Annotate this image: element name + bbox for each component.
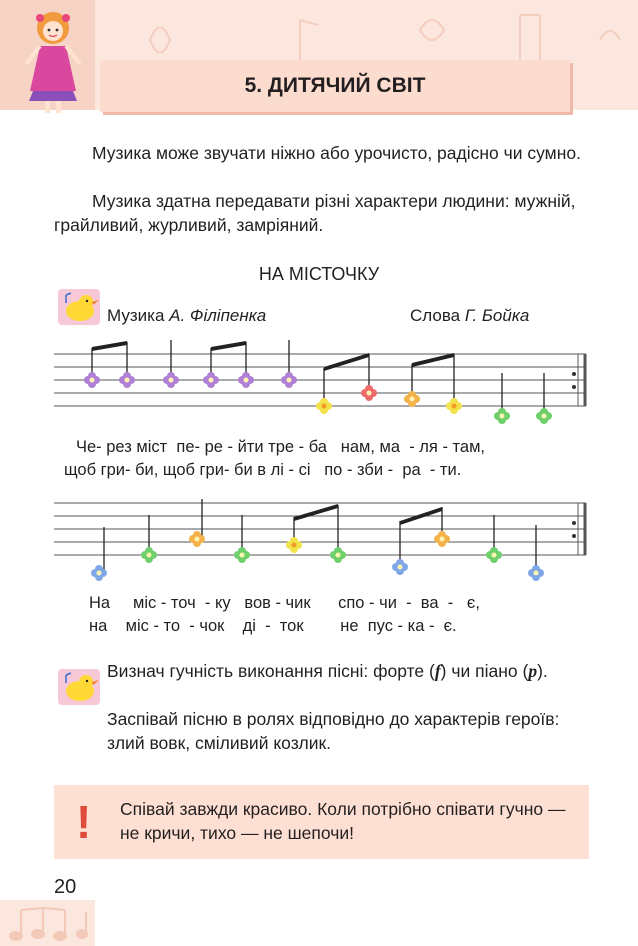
music-label: Музика [107, 306, 170, 325]
task-dynamics-text: Визнач гучність виконання пісні: форте ( [107, 661, 435, 681]
task-roles: Заспівай пісню в ролях відповідно до характерів героїв: злий вовк, сміливий козлик. [107, 709, 560, 753]
words-author: Г. Бойка [464, 306, 530, 325]
task-dynamics-mid: ) чи піано ( [440, 661, 529, 681]
music-staff-1 [54, 340, 589, 430]
music-notes-icon [2, 904, 92, 944]
lyrics-line-2a: На міс - точ - ку вов - чик спо - чи - ва - є, [89, 594, 480, 612]
advice-text: Співай завжди красиво. Коли потрібно співати гучно — не кричи, тихо — не шепочи! [120, 799, 566, 843]
lyrics-line-1a: Че- рез міст пе- ре - йти тре - ба нам, ма - ля - там, [76, 438, 486, 456]
singing-duck-icon [58, 669, 100, 705]
music-credit [107, 306, 266, 326]
music-staff-2 [54, 487, 589, 587]
task-dynamics-end: ). [537, 661, 548, 681]
music-author: А. Філіпенка [169, 306, 267, 325]
words-credit [410, 306, 529, 326]
intro-paragraph-1: Музика може звучати ніжно або урочисто, радісно чи сумно. [92, 143, 581, 163]
advice-box [54, 785, 589, 859]
flower-note-group [91, 531, 544, 581]
song-title: НА МІСТОЧКУ [258, 264, 380, 284]
lyrics-line-2b: на міс - то - чок ді - ток не пус - ка - є. [89, 617, 457, 635]
task-dynamics [107, 659, 589, 683]
forte-symbol: f [434, 661, 441, 681]
piano-symbol: p [528, 661, 538, 681]
exclamation-icon: ! [76, 796, 92, 848]
words-label: Слова [410, 306, 465, 325]
lesson-title-box [100, 60, 570, 112]
intro-paragraph-2: Музика здатна передавати різні характери людини: мужній, грайливий, журливий, замріяний. [54, 191, 576, 235]
page-number: 20 [54, 876, 77, 898]
doll-icon [18, 6, 88, 116]
singing-duck-icon [58, 289, 100, 325]
lyrics-line-1b: щоб гри- би, щоб гри- би в лі - сі по - зби - ра - ти. [64, 461, 462, 479]
lesson-title: 5. ДИТЯЧИЙ СВІТ [244, 74, 426, 97]
